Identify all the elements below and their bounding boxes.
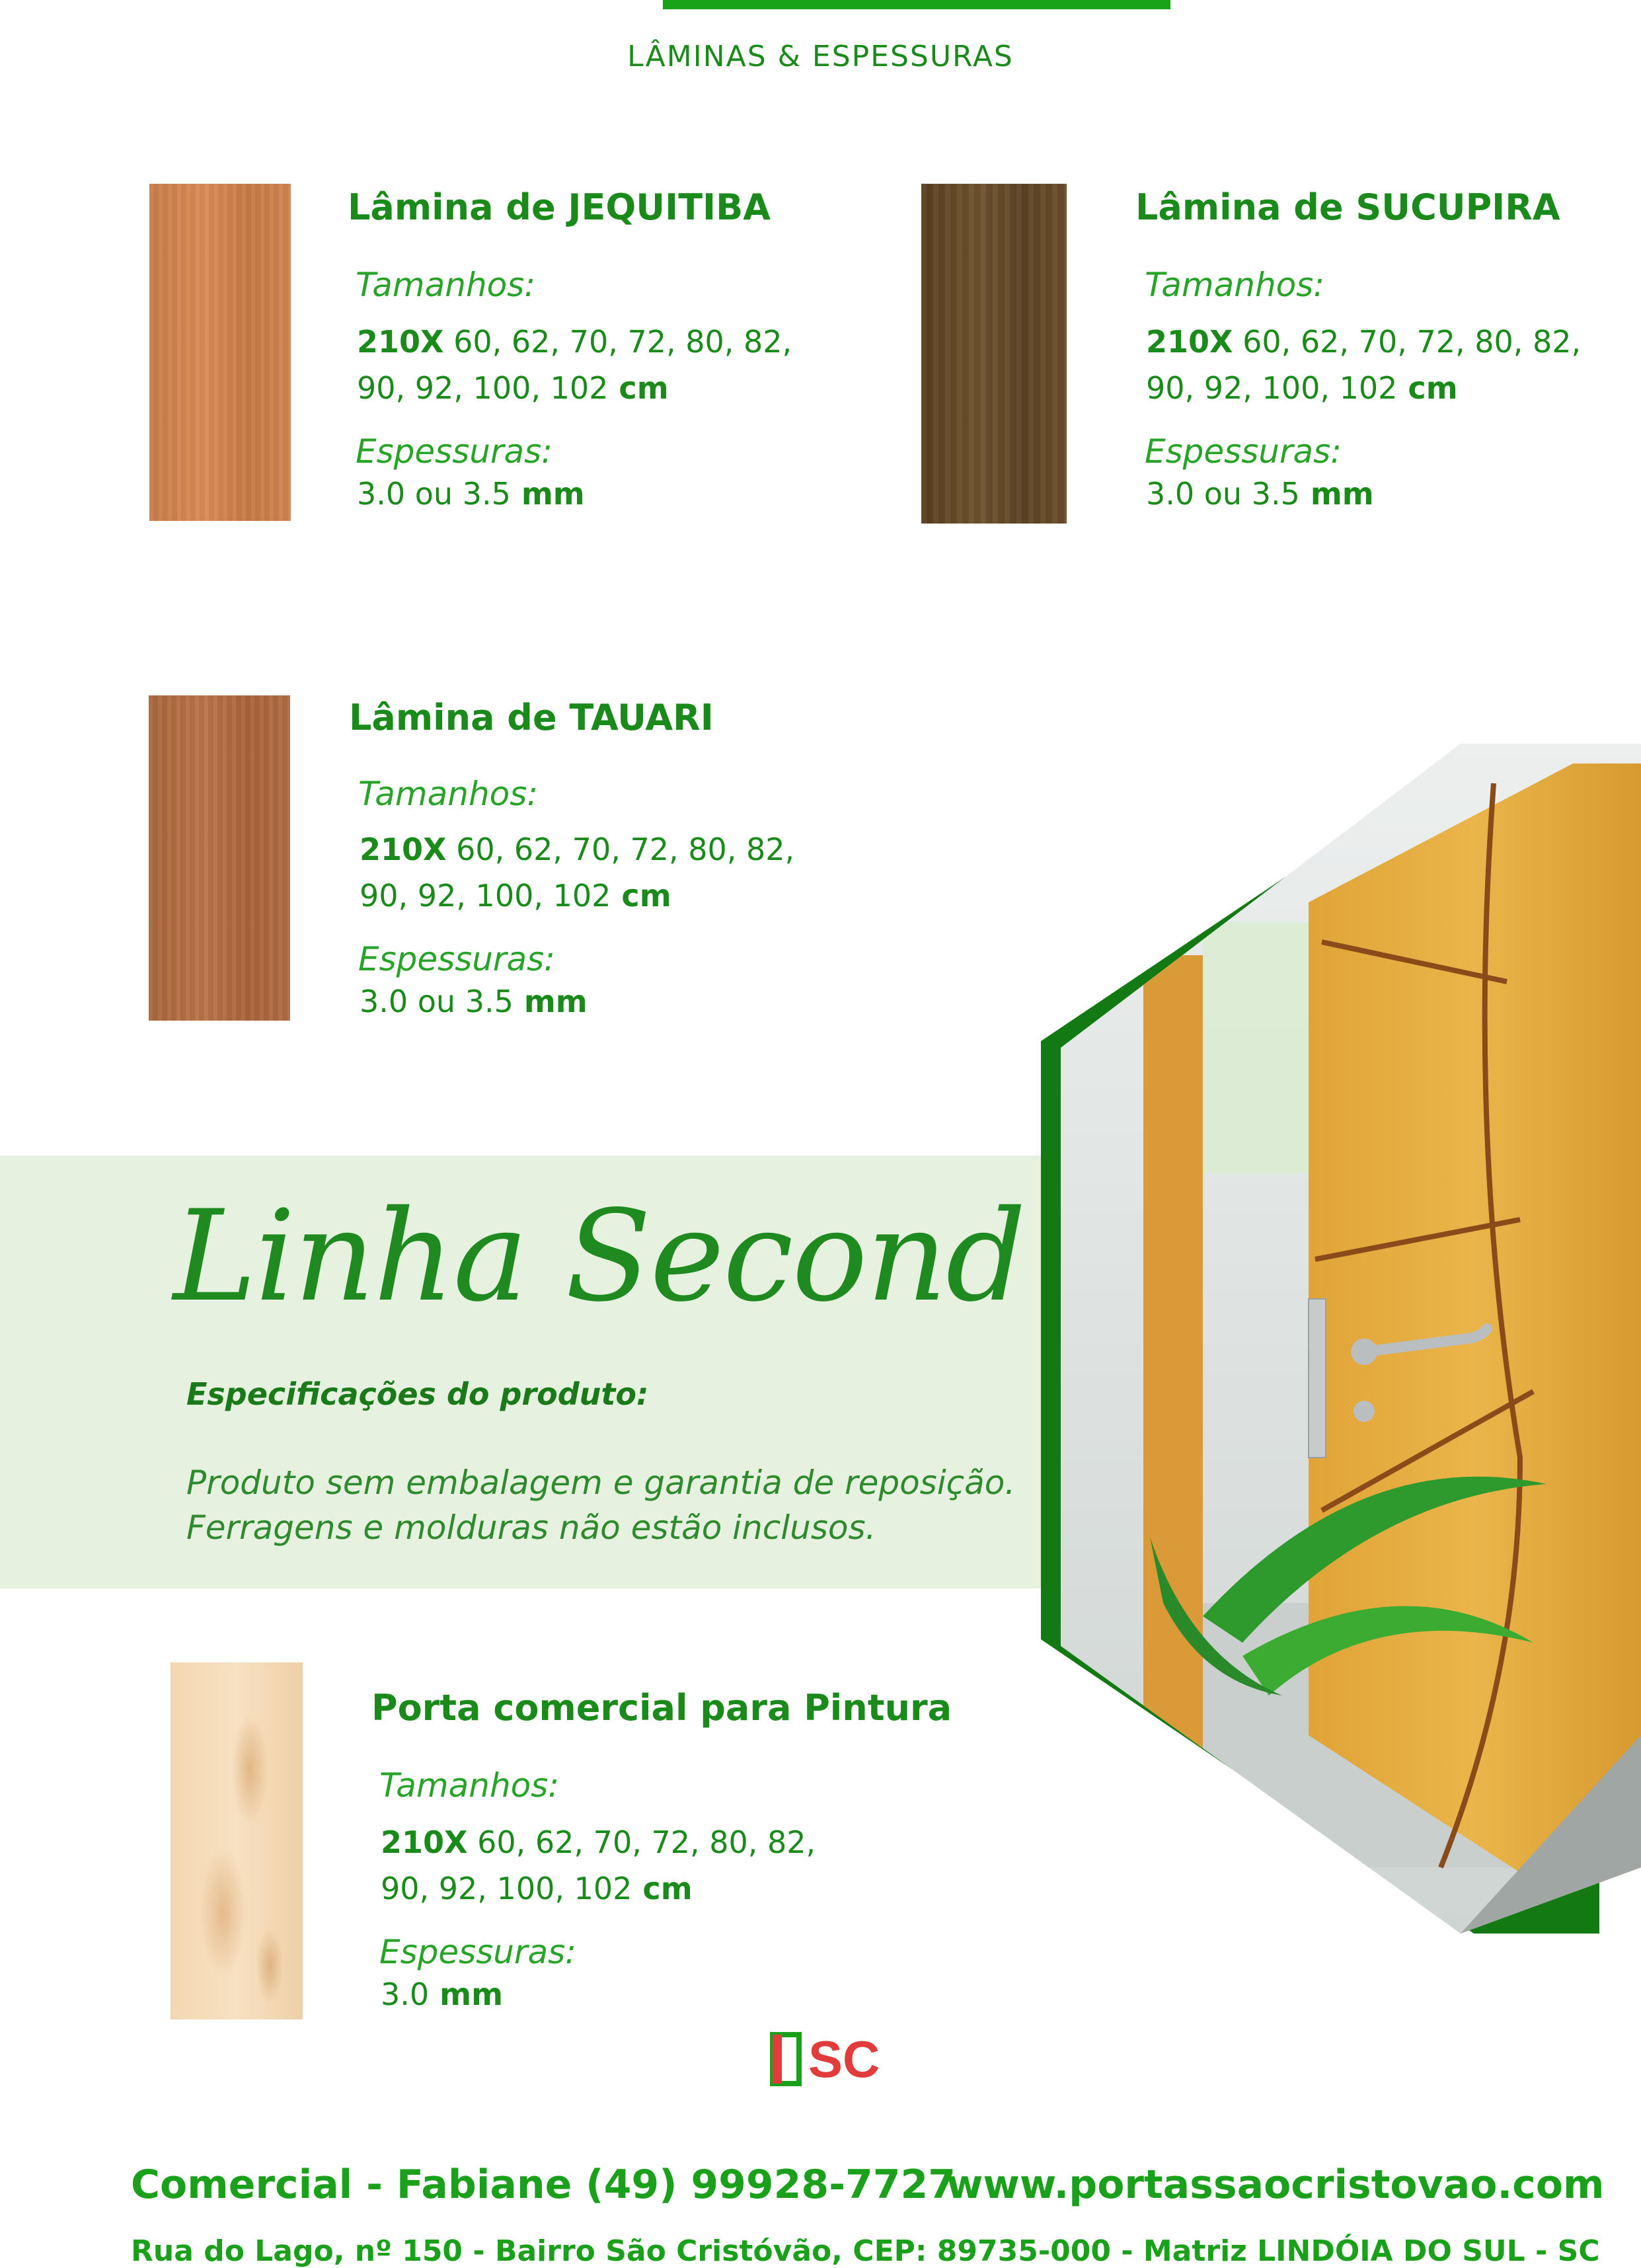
sizes-line-1: 210X 60, 62, 70, 72, 80, 82, — [357, 324, 792, 360]
jequitiba-swatch — [149, 184, 291, 521]
sizes-line-2: 90, 92, 100, 102 cm — [381, 1871, 693, 1906]
spec-line-1: Produto sem embalagem e garantia de reposição. — [186, 1464, 1016, 1502]
thickness-value: 3.0 ou 3.5 mm — [1146, 476, 1374, 512]
footer-contact: Comercial - Fabiane (49) 99928-7727 — [131, 2162, 956, 2208]
brand-logo — [770, 2029, 896, 2089]
footer-address: Rua do Lago, nº 150 - Bairro São Cristóvão, CEP: 89735-000 - Matriz LINDÓIA DO SUL - SC — [131, 2234, 1600, 2268]
sucupira-swatch — [921, 184, 1067, 524]
sizes-line-1: 210X 60, 62, 70, 72, 80, 82, — [381, 1824, 816, 1860]
thickness-label: Espessuras: — [379, 1933, 577, 1971]
sizes-line-1: 210X 60, 62, 70, 72, 80, 82, — [360, 832, 795, 867]
thickness-label: Espessuras: — [358, 940, 556, 978]
footer-website-link[interactable]: www.portassaocristovao.com — [946, 2162, 1605, 2208]
thickness-label: Espessuras: — [356, 432, 553, 471]
product-title: Porta comercial para Pintura — [371, 1687, 952, 1729]
sizes-line-2: 90, 92, 100, 102 cm — [357, 370, 669, 406]
spec-line-2: Ferragens e molduras não estão inclusos. — [186, 1508, 876, 1547]
thickness-value: 3.0 mm — [381, 1976, 504, 2012]
logo-text: SC — [808, 2030, 880, 2088]
product-title: Lâmina de SUCUPIRA — [1135, 186, 1560, 228]
sizes-label: Tamanhos: — [379, 1766, 560, 1805]
sizes-line-2: 90, 92, 100, 102 cm — [1146, 370, 1458, 406]
sizes-line-2: 90, 92, 100, 102 cm — [360, 878, 671, 914]
product-title: Lâmina de JEQUITIBA — [348, 186, 771, 228]
paint-door-swatch — [171, 1662, 303, 2019]
product-title: Lâmina de TAUARI — [349, 697, 714, 738]
spec-title: Especificações do produto: — [186, 1376, 649, 1412]
thickness-value: 3.0 ou 3.5 mm — [357, 476, 585, 512]
line-name: Linha Second — [173, 1183, 1025, 1329]
sizes-line-1: 210X 60, 62, 70, 72, 80, 82, — [1146, 324, 1582, 360]
tauari-swatch — [149, 695, 290, 1021]
sizes-label: Tamanhos: — [1145, 266, 1325, 304]
sizes-label: Tamanhos: — [356, 266, 536, 304]
top-accent-bar — [663, 0, 1170, 9]
thickness-label: Espessuras: — [1145, 432, 1342, 471]
thickness-value: 3.0 ou 3.5 mm — [360, 984, 588, 1019]
section-title: LÂMINAS & ESPESSURAS — [627, 40, 1014, 73]
door-photo-hexagon — [1031, 744, 1641, 1934]
sizes-label: Tamanhos: — [358, 775, 539, 813]
